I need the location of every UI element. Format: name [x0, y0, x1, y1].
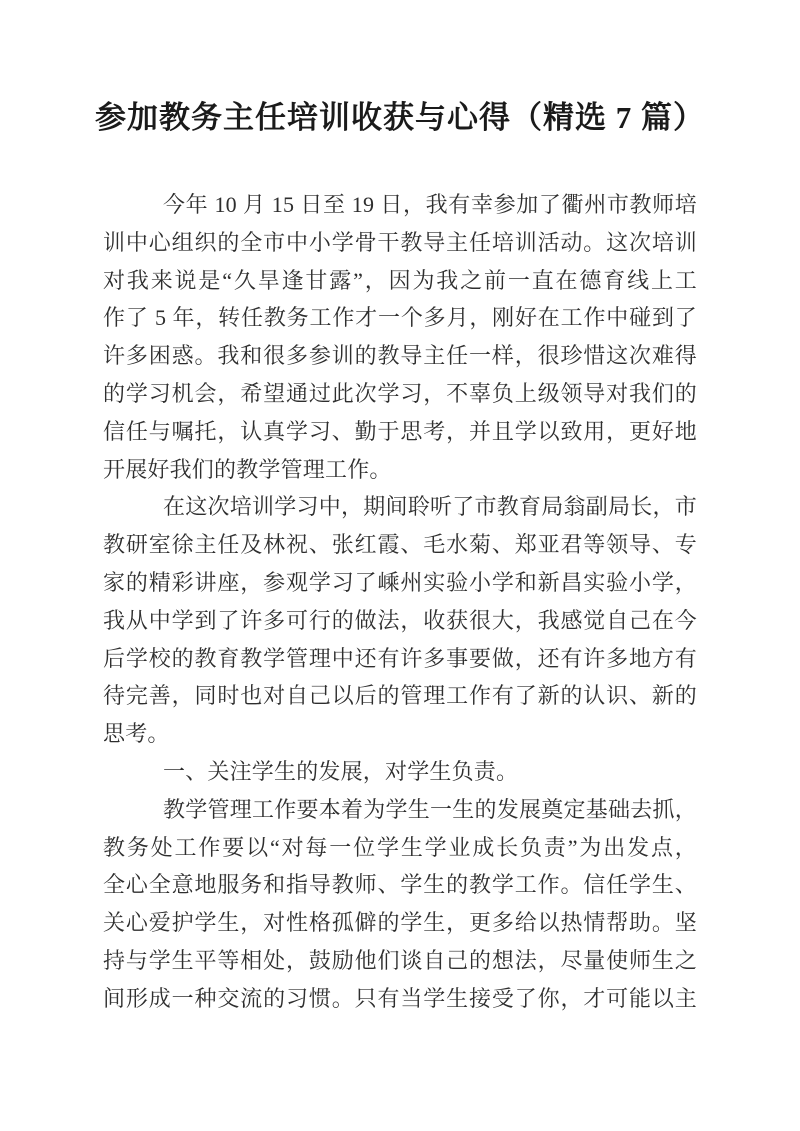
- document-body: [103, 186, 697, 1018]
- text-line: 教务处工作要以“对每一位学生学业成长负责”为出发点，: [103, 834, 697, 860]
- text-line: 开展好我们的教学管理工作。: [103, 456, 392, 482]
- text-line: 对我来说是“久旱逢甘露”，因为我之前一直在德育线上工: [103, 267, 697, 293]
- text-line: 全心全意地服务和指导教师、学生的教学工作。信任学生、: [103, 872, 697, 898]
- text-line: 训中心组织的全市中小学骨干教导主任培训活动。这次培训: [103, 229, 697, 255]
- document-title: 参加教务主任培训收获与心得（精选 7 篇）: [95, 100, 705, 135]
- text-line: 许多困惑。我和很多参训的教导主任一样，很珍惜这次难得: [103, 343, 697, 369]
- text-line: 间形成一种交流的习惯。只有当学生接受了你，才可能以主: [103, 985, 697, 1011]
- text-line: 信任与嘱托，认真学习、勤于思考，并且学以致用，更好地: [103, 418, 697, 444]
- text-line: 我从中学到了许多可行的做法，收获很大，我感觉自己在今: [103, 607, 697, 633]
- text-line: 教学管理工作要本着为学生一生的发展奠定基础去抓，: [163, 796, 697, 822]
- text-line: 今年 10 月 15 日至 19 日，我有幸参加了衢州市教师培: [163, 192, 697, 217]
- text-line: 的学习机会，希望通过此次学习，不辜负上级领导对我们的: [103, 380, 697, 406]
- text-line: 关心爱护学生，对性格孤僻的学生，更多给以热情帮助。坚: [103, 910, 697, 936]
- text-line: 教研室徐主任及林祝、张红霞、毛水菊、郑亚君等领导、专: [103, 532, 697, 558]
- text-line: 作了 5 年，转任教务工作才一个多月，刚好在工作中碰到了: [103, 305, 697, 331]
- text-line: 待完善，同时也对自己以后的管理工作有了新的认识、新的: [103, 683, 697, 709]
- text-line: 家的精彩讲座，参观学习了嵊州实验小学和新昌实验小学，: [103, 569, 697, 595]
- text-line: 持与学生平等相处，鼓励他们谈自己的想法，尽量使师生之: [103, 947, 697, 973]
- section-heading-line: 一、关注学生的发展，对学生负责。: [163, 758, 519, 784]
- text-line: 后学校的教育教学管理中还有许多事要做，还有许多地方有: [103, 645, 697, 671]
- text-line: 在这次培训学习中，期间聆听了市教育局翁副局长，市: [163, 494, 697, 520]
- text-line: 思考。: [103, 721, 170, 747]
